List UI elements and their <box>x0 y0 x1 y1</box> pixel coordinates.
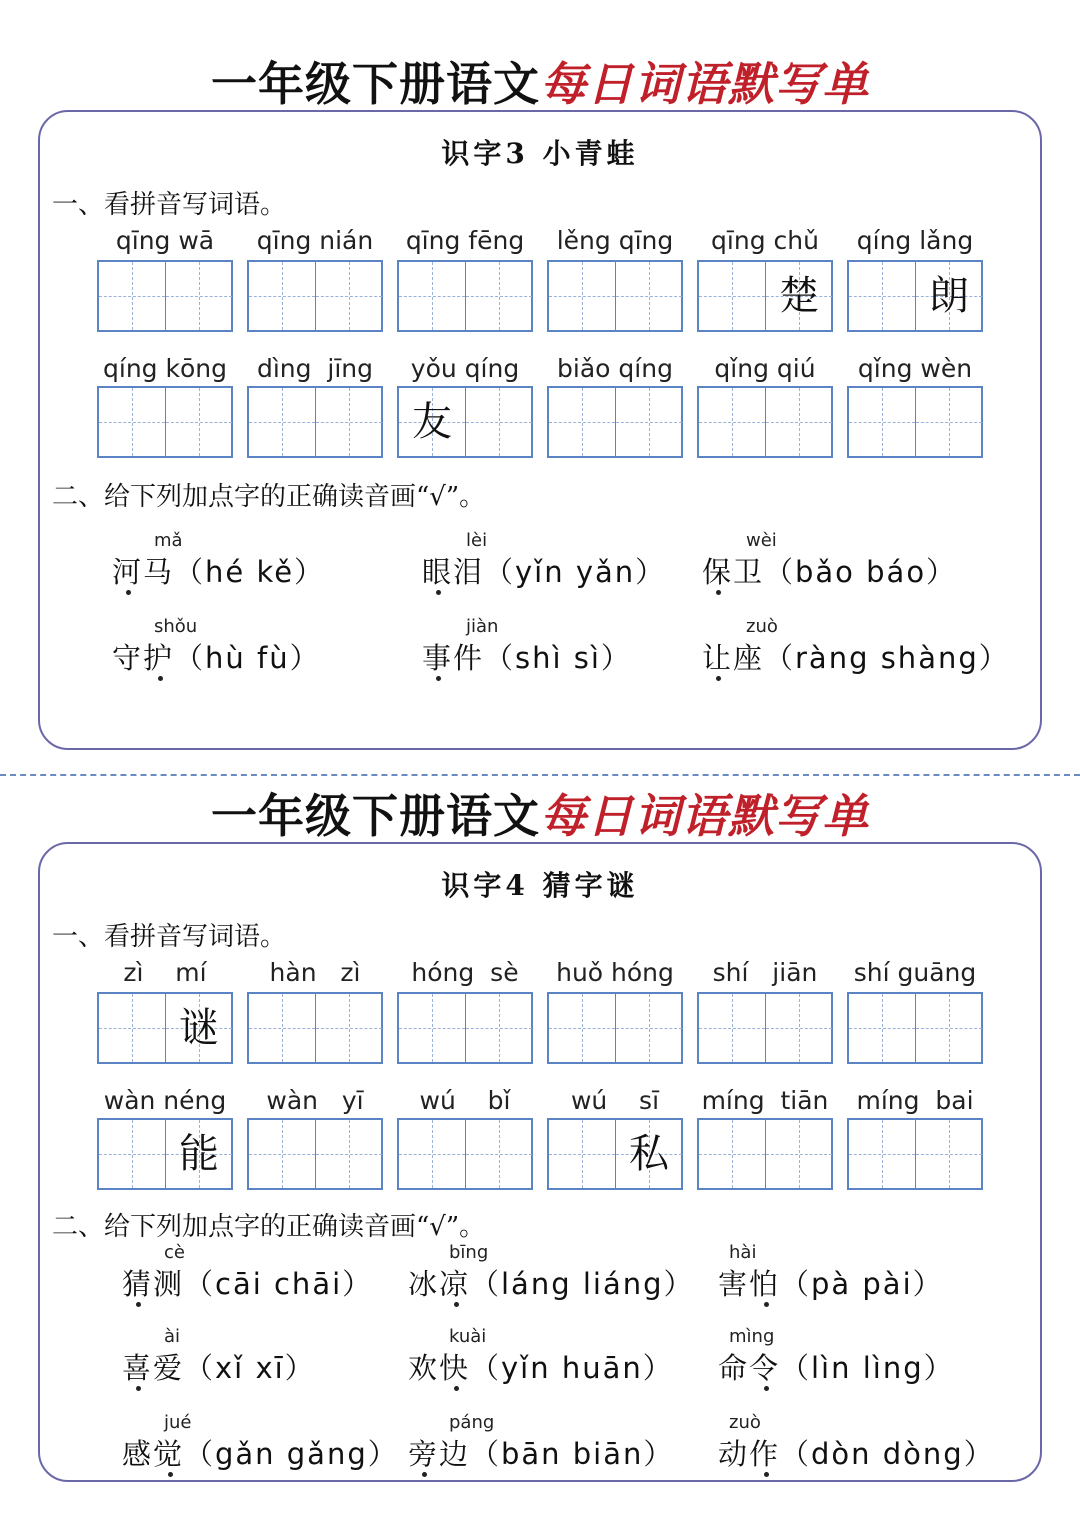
pinyin-hint: mìng <box>729 1326 775 1347</box>
writing-cell[interactable] <box>766 388 832 456</box>
pinyin-hint: zuò <box>729 1412 761 1433</box>
emphasis-dot <box>168 1472 173 1477</box>
writing-cell[interactable] <box>166 994 232 1062</box>
writing-cell[interactable] <box>699 1120 766 1188</box>
reading-word: 命令（lìn lìng） <box>718 1351 955 1385</box>
emphasis-dot <box>716 676 721 681</box>
reading-word: 旁边（bān biān） <box>408 1437 675 1471</box>
reading-word: 害怕（pà pài） <box>718 1267 944 1301</box>
writing-box[interactable] <box>697 1118 833 1190</box>
pinyin-label: qíng lǎng <box>856 226 974 255</box>
writing-cell[interactable] <box>849 262 916 330</box>
given-character <box>466 388 532 456</box>
pinyin-label: qīng nián <box>256 226 374 255</box>
writing-cell[interactable] <box>249 388 316 456</box>
emphasis-dot <box>716 590 721 595</box>
given-character <box>616 262 682 330</box>
pinyin-hint: hài <box>729 1242 757 1263</box>
writing-cell[interactable] <box>399 994 466 1062</box>
given-character <box>616 994 682 1062</box>
writing-box[interactable] <box>697 386 833 458</box>
pinyin-label: wú bǐ <box>419 1086 511 1115</box>
title-main: 一年级下册语文 <box>211 789 540 843</box>
writing-box[interactable] <box>247 1118 383 1190</box>
given-character <box>616 388 682 456</box>
writing-box[interactable] <box>847 992 983 1064</box>
writing-box[interactable] <box>847 1118 983 1190</box>
pinyin-label: huǒ hóng <box>556 958 674 987</box>
writing-cell[interactable] <box>616 262 682 330</box>
writing-cell[interactable] <box>466 1120 532 1188</box>
pinyin-label: qīng chǔ <box>711 226 819 255</box>
pinyin-hint: páng <box>449 1412 495 1433</box>
given-character: 私 <box>629 1131 669 1177</box>
emphasis-dot <box>454 1386 459 1391</box>
given-character <box>699 262 765 330</box>
reading-word: 感觉（gǎn gǎng） <box>122 1437 399 1471</box>
given-character <box>99 388 165 456</box>
writing-cell[interactable] <box>466 388 532 456</box>
pinyin-hint: bīng <box>449 1242 489 1263</box>
writing-box[interactable] <box>697 992 833 1064</box>
reading-word: 事件（shì sì） <box>422 641 632 675</box>
writing-box[interactable] <box>247 260 383 332</box>
writing-cell[interactable] <box>916 994 982 1062</box>
reading-word: 河马（hé kě） <box>112 555 326 589</box>
writing-cell[interactable] <box>916 1120 982 1188</box>
writing-cell[interactable] <box>699 994 766 1062</box>
pinyin-hint: mǎ <box>154 530 183 551</box>
given-character <box>249 388 315 456</box>
pinyin-hint: lèi <box>466 530 488 551</box>
writing-box[interactable] <box>397 1118 533 1190</box>
reading-word: 眼泪（yǐn yǎn） <box>422 555 667 589</box>
given-character <box>849 388 915 456</box>
reading-word: 冰凉（láng liáng） <box>408 1267 695 1301</box>
emphasis-dot <box>136 1302 141 1307</box>
given-character <box>99 262 165 330</box>
writing-box[interactable] <box>547 260 683 332</box>
writing-cell[interactable] <box>399 1120 466 1188</box>
writing-cell[interactable] <box>316 262 382 330</box>
pinyin-label: qǐng wèn <box>857 354 973 383</box>
pinyin-hint: ài <box>164 1326 181 1347</box>
writing-cell[interactable] <box>99 1120 166 1188</box>
writing-box[interactable] <box>97 260 233 332</box>
pinyin-hint: zuò <box>746 616 778 637</box>
emphasis-dot <box>436 676 441 681</box>
given-character <box>766 388 832 456</box>
writing-cell[interactable] <box>699 262 766 330</box>
reading-word: 保卫（bǎo báo） <box>702 555 958 589</box>
given-character <box>249 262 315 330</box>
given-character <box>766 994 832 1062</box>
given-character <box>916 388 982 456</box>
emphasis-dot <box>436 590 441 595</box>
writing-box[interactable] <box>97 1118 233 1190</box>
given-character <box>166 262 232 330</box>
writing-cell[interactable] <box>249 994 316 1062</box>
pinyin-label: zì mí <box>123 958 207 987</box>
given-character: 友 <box>412 399 452 445</box>
pinyin-label: qīng wā <box>115 226 215 255</box>
writing-cell[interactable] <box>316 1120 382 1188</box>
given-character <box>466 994 532 1062</box>
writing-box[interactable] <box>247 386 383 458</box>
writing-cell[interactable] <box>849 388 916 456</box>
section-heading-write: 一、看拼音写词语。 <box>52 190 287 220</box>
pinyin-hint: kuài <box>449 1326 487 1347</box>
writing-box[interactable] <box>397 992 533 1064</box>
given-character <box>316 994 382 1062</box>
given-character <box>766 1120 832 1188</box>
given-character <box>466 1120 532 1188</box>
pinyin-label: qíng kōng <box>103 354 227 383</box>
pinyin-hint: jué <box>164 1412 192 1433</box>
given-character <box>849 994 915 1062</box>
writing-cell[interactable] <box>616 994 682 1062</box>
writing-cell[interactable] <box>99 994 166 1062</box>
emphasis-dot <box>454 1302 459 1307</box>
given-character <box>316 388 382 456</box>
pinyin-hint: cè <box>164 1242 185 1263</box>
writing-cell[interactable] <box>849 1120 916 1188</box>
given-character <box>549 262 615 330</box>
writing-box[interactable] <box>247 992 383 1064</box>
worksheet-title <box>0 48 1080 114</box>
emphasis-dot <box>136 1386 141 1391</box>
given-character <box>699 994 765 1062</box>
pinyin-label: qǐng qiú <box>714 354 816 383</box>
pinyin-label: qīng fēng <box>405 226 525 255</box>
emphasis-dot <box>422 1472 427 1477</box>
writing-cell[interactable] <box>249 262 316 330</box>
writing-cell[interactable] <box>916 262 982 330</box>
section-heading-reading: 二、给下列加点字的正确读音画“√”。 <box>52 482 486 512</box>
writing-cell[interactable] <box>249 1120 316 1188</box>
pinyin-hint: shǒu <box>154 616 198 637</box>
pinyin-label: shí jiān <box>712 958 818 987</box>
given-character: 能 <box>179 1131 219 1177</box>
given-character <box>249 1120 315 1188</box>
writing-cell[interactable] <box>166 262 232 330</box>
given-character: 朗 <box>929 273 969 319</box>
given-character <box>399 1120 465 1188</box>
pinyin-label: wàn néng <box>103 1086 227 1115</box>
writing-cell[interactable] <box>466 994 532 1062</box>
pinyin-label: míng tiān <box>701 1086 829 1115</box>
writing-cell[interactable] <box>849 994 916 1062</box>
given-character <box>916 1120 982 1188</box>
writing-box[interactable] <box>397 260 533 332</box>
writing-box[interactable] <box>697 260 833 332</box>
writing-box[interactable] <box>847 386 983 458</box>
given-character <box>399 994 465 1062</box>
writing-box[interactable] <box>547 386 683 458</box>
writing-cell[interactable] <box>699 388 766 456</box>
given-character <box>399 262 465 330</box>
given-character <box>166 388 232 456</box>
writing-cell[interactable] <box>916 388 982 456</box>
writing-cell[interactable] <box>616 1120 682 1188</box>
pinyin-label: biǎo qíng <box>557 354 673 383</box>
given-character <box>99 1120 165 1188</box>
writing-cell[interactable] <box>766 1120 832 1188</box>
section-heading-reading: 二、给下列加点字的正确读音画“√”。 <box>52 1212 486 1242</box>
emphasis-dot <box>764 1386 769 1391</box>
pinyin-label: shí guāng <box>853 958 977 987</box>
given-character <box>916 994 982 1062</box>
writing-cell[interactable] <box>99 262 166 330</box>
writing-cell[interactable] <box>316 994 382 1062</box>
reading-word: 让座（ràng shàng） <box>702 641 1010 675</box>
writing-box[interactable] <box>547 992 683 1064</box>
writing-cell[interactable] <box>766 262 832 330</box>
pinyin-hint: wèi <box>746 530 777 551</box>
writing-box[interactable] <box>847 260 983 332</box>
writing-cell[interactable] <box>166 1120 232 1188</box>
page-separator <box>0 774 1080 776</box>
writing-box[interactable] <box>547 1118 683 1190</box>
writing-box[interactable] <box>397 386 533 458</box>
writing-cell[interactable] <box>166 388 232 456</box>
given-character <box>249 994 315 1062</box>
given-character <box>549 994 615 1062</box>
lesson-title: 识字4 猜字谜 <box>441 869 639 902</box>
title-main: 一年级下册语文 <box>211 57 540 111</box>
given-character <box>99 994 165 1062</box>
given-character <box>699 1120 765 1188</box>
writing-cell[interactable] <box>766 994 832 1062</box>
given-character: 谜 <box>179 1005 219 1051</box>
pinyin-label: yǒu qíng <box>410 354 520 383</box>
reading-word: 喜爱（xǐ xī） <box>122 1351 316 1385</box>
pinyin-label: hàn zì <box>269 958 361 987</box>
writing-cell[interactable] <box>549 262 616 330</box>
emphasis-dot <box>158 676 163 681</box>
given-character <box>849 1120 915 1188</box>
pinyin-hint: jiàn <box>466 616 499 637</box>
given-character <box>549 388 615 456</box>
writing-cell[interactable] <box>549 1120 616 1188</box>
pinyin-label: wú sī <box>570 1086 660 1115</box>
writing-cell[interactable] <box>399 388 466 456</box>
given-character <box>316 1120 382 1188</box>
reading-word: 欢快（yǐn huān） <box>408 1351 674 1385</box>
pinyin-label: hóng sè <box>411 958 519 987</box>
worksheet-title <box>0 780 1080 846</box>
pinyin-label: lěng qīng <box>556 226 674 255</box>
lesson-title: 识字3 小青蛙 <box>441 137 639 170</box>
emphasis-dot <box>764 1472 769 1477</box>
section-heading-write: 一、看拼音写词语。 <box>52 922 287 952</box>
writing-cell[interactable] <box>549 388 616 456</box>
given-character <box>699 388 765 456</box>
writing-cell[interactable] <box>399 262 466 330</box>
title-accent: 每日词语默写单 <box>540 57 869 111</box>
given-character <box>466 262 532 330</box>
given-character <box>316 262 382 330</box>
writing-cell[interactable] <box>616 388 682 456</box>
writing-box[interactable] <box>97 386 233 458</box>
reading-word: 动作（dòn dòng） <box>718 1437 995 1471</box>
given-character <box>549 1120 615 1188</box>
pinyin-label: dìng jīng <box>256 354 374 383</box>
given-character <box>849 262 915 330</box>
pinyin-label: wàn yī <box>266 1086 364 1115</box>
pinyin-label: míng bai <box>856 1086 974 1115</box>
writing-cell[interactable] <box>466 262 532 330</box>
given-character: 楚 <box>779 273 819 319</box>
writing-cell[interactable] <box>99 388 166 456</box>
emphasis-dot <box>126 590 131 595</box>
emphasis-dot <box>764 1302 769 1307</box>
writing-cell[interactable] <box>549 994 616 1062</box>
writing-box[interactable] <box>97 992 233 1064</box>
title-accent: 每日词语默写单 <box>540 789 869 843</box>
reading-word: 猜测（cāi chāi） <box>122 1267 374 1301</box>
reading-word: 守护（hù fù） <box>112 641 321 675</box>
writing-cell[interactable] <box>316 388 382 456</box>
